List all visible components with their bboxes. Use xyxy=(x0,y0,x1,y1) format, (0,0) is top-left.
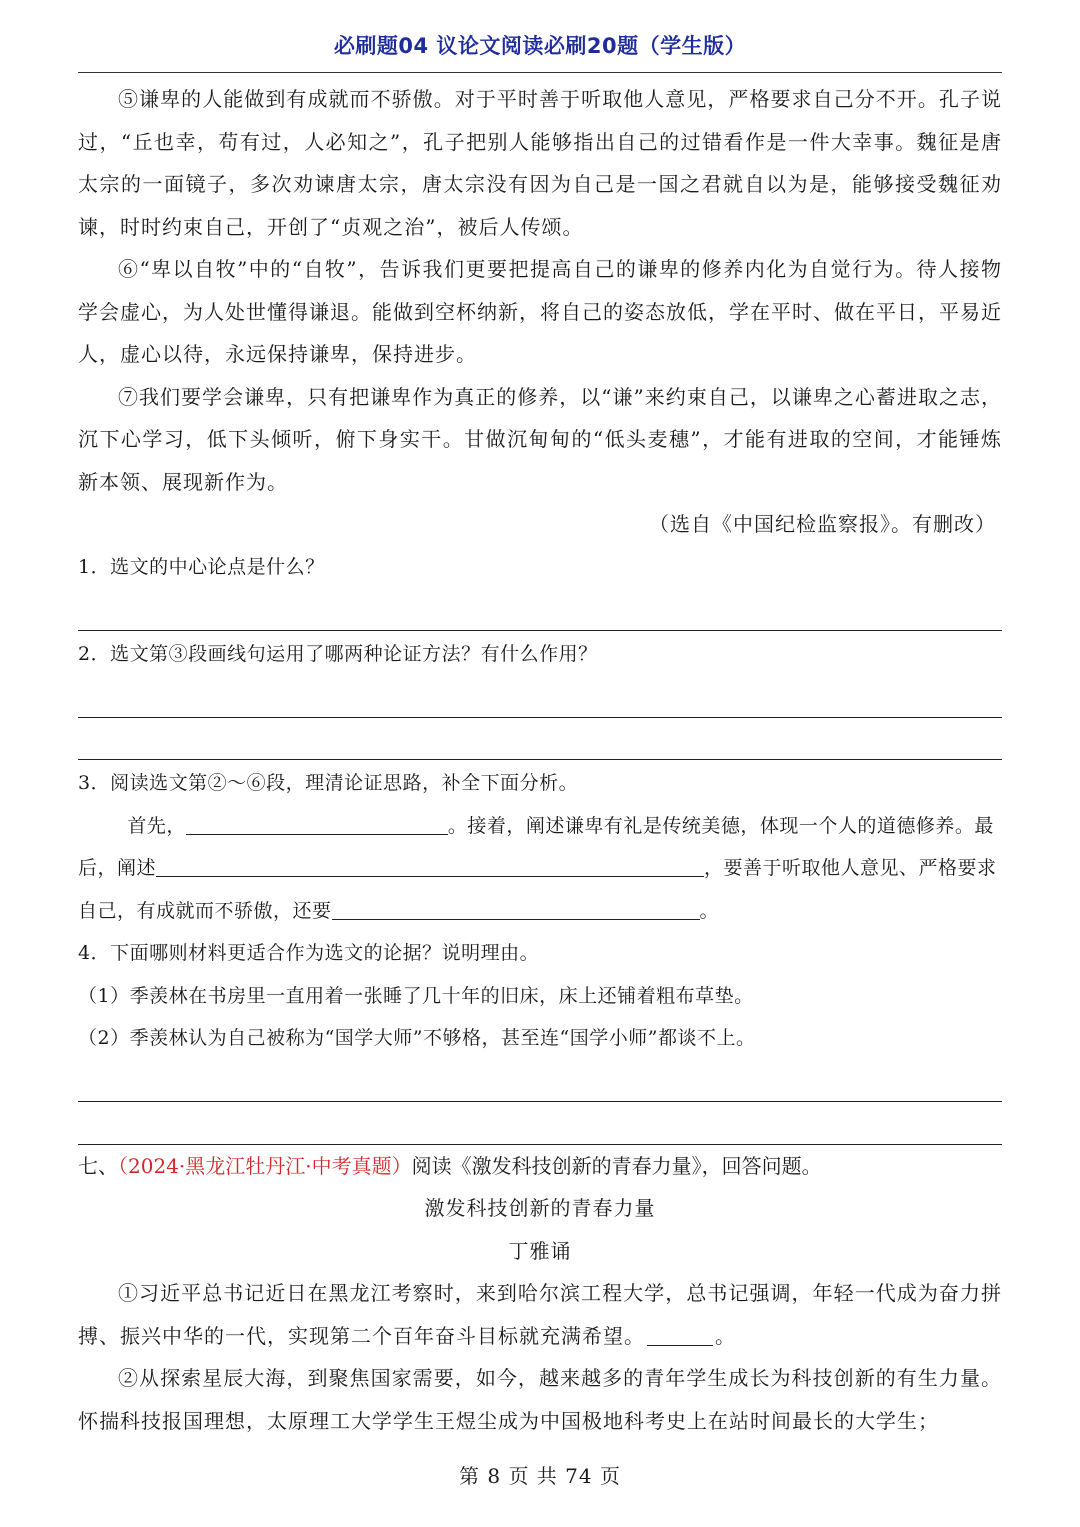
question-3-analysis xyxy=(78,805,1002,933)
question-4: 4．下面哪则材料更适合作为选文的论据？说明理由。 xyxy=(78,942,540,964)
question-3: 3．阅读选文第②～⑥段，理清论证思路，补全下面分析。 xyxy=(78,772,579,794)
article-paragraph-1-blank[interactable] xyxy=(647,1323,713,1346)
passage-paragraph-5: ⑤谦卑的人能做到有成就而不骄傲。对于平时善于听取他人意见，严格要求自己分不开。孔子说过，“丘也幸，苟有过，人必知之”，孔子把别人能够指出自己的过错看作是一件大幸事。魏征是唐太宗的一面镜子，多次劝谏唐太宗，唐太宗没有因为自己是一国之君就自以为是，能够接受魏征劝谏，时时约束自己，开创了“贞观之治”，被后人传颂。 xyxy=(78,87,1002,239)
article-paragraph-1-end: 。 xyxy=(715,1323,736,1348)
article-author: 丁雅诵 xyxy=(508,1238,572,1263)
question-4-option-2: （2）季羡林认为自己被称为“国学大师”不够格，甚至连“国学小师”都谈不上。 xyxy=(78,1027,756,1049)
q3-text-part3: ，要善于听取他人意见、严格要求自己，有成就而不骄傲，还要 xyxy=(78,857,997,922)
answer-line-q2-b[interactable] xyxy=(78,718,1002,761)
page-header-title: 必刷题04 议论文阅读必刷20题（学生版） xyxy=(333,34,747,58)
passage-source: （选自《中国纪检监察报》。有删改） xyxy=(649,512,996,536)
section-7-source-tag: （2024·黑龙江牡丹江·中考真题） xyxy=(118,1153,412,1178)
q3-text-part4: 。 xyxy=(699,899,720,922)
article-paragraph-2: ②从探索星辰大海，到聚焦国家需要，如今，越来越多的青年学生成长为科技创新的有生力量。怀揣科技报国理想，太原理工大学学生王煜尘成为中国极地科考史上在站时间最长的大学生； xyxy=(78,1366,1002,1433)
q3-text-part2: 。接着，阐述谦卑有礼是传统美德，体现一个人的道德修养。最后，阐述 xyxy=(78,814,994,879)
page-content xyxy=(78,78,1002,1442)
answer-line-q2-a[interactable] xyxy=(78,675,1002,718)
q3-blank-1[interactable] xyxy=(186,810,448,835)
question-4-option-1: （1）季羡林在书房里一直用着一张睡了几十年的旧床，床上还铺着粗布草垫。 xyxy=(78,984,754,1007)
article-title: 激发科技创新的青春力量 xyxy=(424,1196,656,1220)
section-7-heading xyxy=(78,1145,1002,1188)
passage-paragraph-6: ⑥“卑以自牧”中的“自牧”，告诉我们更要把提高自己的谦卑的修养内化为自觉行为。待人接物学会虚心，为人处世懂得谦退。能做到空杯纳新，将自己的姿态放低，学在平时、做在平日，平易近人，虚心以待，永远保持谦卑，保持进步。 xyxy=(78,257,1002,366)
question-1: 1．选文的中心论点是什么？ xyxy=(78,555,325,578)
q3-blank-2[interactable] xyxy=(156,852,704,877)
section-7-instruction: 阅读《激发科技创新的青春力量》，回答问题。 xyxy=(411,1153,822,1178)
answer-line-q4-a[interactable] xyxy=(78,1060,1002,1103)
header-divider xyxy=(78,72,1002,73)
page-footer-number: 第 8 页 共 74 页 xyxy=(459,1464,621,1488)
article-paragraph-1 xyxy=(78,1272,1002,1357)
article-paragraph-1-text: ①习近平总书记近日在黑龙江考察时，来到哈尔滨工程大学，总书记强调，年轻一代成为奋力拼搏、振兴中华的一代，实现第二个百年奋斗目标就充满希望。 xyxy=(78,1281,1002,1348)
q3-text-part1: 首先， xyxy=(127,814,186,837)
q3-blank-3[interactable] xyxy=(332,895,700,920)
answer-line-q4-b[interactable] xyxy=(78,1102,1002,1145)
passage-paragraph-7: ⑦我们要学会谦卑，只有把谦卑作为真正的修养，以“谦”来约束自己，以谦卑之心蓄进取之志，沉下心学习，低下头倾听，俯下身实干。甘做沉甸甸的“低头麦穗”，才能有进取的空间，才能锤炼新本领、展现新作为。 xyxy=(78,384,1002,494)
section-7-number: 七、 xyxy=(78,1153,118,1178)
answer-line-q1[interactable] xyxy=(78,588,1002,631)
question-2: 2．选文第③段画线句运用了哪两种论证方法？有什么作用？ xyxy=(78,642,598,665)
